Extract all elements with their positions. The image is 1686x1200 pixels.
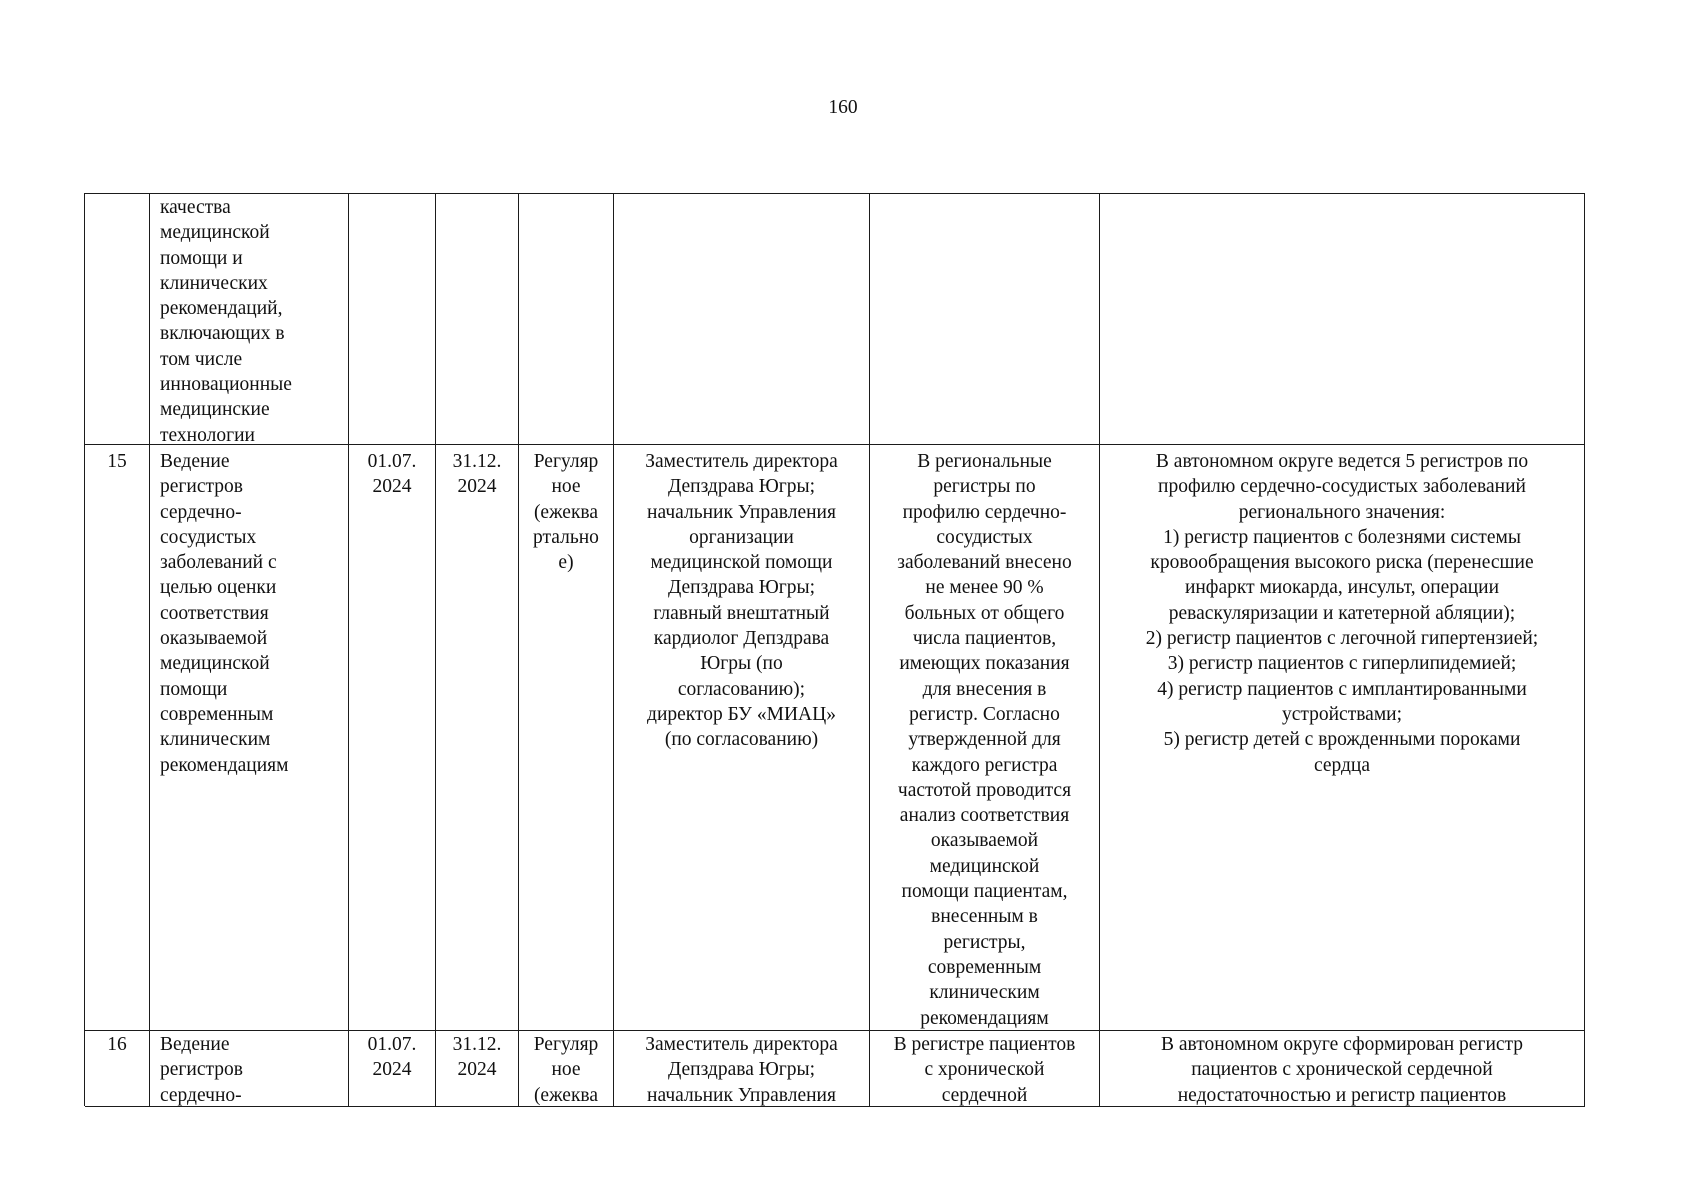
cell-row3-end-date [436,1031,519,1107]
cell-row3-activity-name [150,1031,349,1107]
cell-text-row2-activity-name: Ведение регистров сердечно- сосудистых заболеваний с целью оценки соответствия оказываемой медицинской помощи современным клиническим рекомендациям [160,451,289,776]
cell-text-row3-start-date: 01.07. 2024 [367,1034,417,1081]
cell-text-row2-description: В автономном округе ведется 5 регистров по профилю сердечно-сосудистых заболеваний регионального значения: 1) регистр пациентов с болезнями системы кровообращения высокого риска (перенесшие инфаркт миокарда, инсульт, операции реваскуляризации и катетерной абляции); 2) регистр пациентов с легочной гипертензией; 3) регистр пациентов с гиперлипидемией; 4) регистр пациентов с имплантированными устройствами; 5) регистр детей с врожденными пороками сердца [1145,451,1539,776]
cell-text-row1-expected-result [870,194,1099,195]
cell-row3-row-number [85,1031,150,1107]
cell-text-row3-frequency: Регуляр ное (ежеква [533,1034,599,1106]
cell-row1-responsible [614,194,870,445]
cell-text-row3-expected-result: В регистре пациентов с хронической сердечной [893,1034,1076,1106]
cell-text-row3-end-date: 31.12. 2024 [452,1034,502,1081]
cell-text-row2-frequency: Регуляр ное (ежеква ртально е) [533,451,599,574]
cell-text-row1-end-date [436,194,518,195]
plan-table [84,193,1585,1106]
cell-row2-responsible [614,445,870,1031]
cell-row1-frequency [519,194,614,445]
cell-row1-end-date [436,194,519,445]
cell-text-row2-row-number: 15 [107,451,127,472]
cell-row2-start-date [349,445,436,1031]
cell-row2-row-number [85,445,150,1031]
cell-row3-expected-result [870,1031,1100,1107]
cell-text-row1-row-number [85,194,149,195]
cell-text-row1-start-date [349,194,435,195]
cell-text-row1-responsible [614,194,869,195]
cell-row3-start-date [349,1031,436,1107]
cell-text-row3-row-number: 16 [107,1034,127,1055]
cell-row2-end-date [436,445,519,1031]
cell-text-row2-responsible: Заместитель директора Депздрава Югры; начальник Управления организации медицинской помощи Депздрава Югры; главный внештатный кардиолог Депздрава Югры (по согласованию); директор БУ «МИАЦ» (по согласованию) [645,451,838,751]
cell-row2-description [1100,445,1585,1031]
cell-row3-responsible [614,1031,870,1107]
cell-row1-activity-name [150,194,349,445]
cell-text-row3-responsible: Заместитель директора Депздрава Югры; начальник Управления [645,1034,838,1106]
cell-row2-expected-result [870,445,1100,1031]
cell-row2-activity-name [150,445,349,1031]
cell-text-row1-frequency [519,194,613,195]
cell-text-row2-end-date: 31.12. 2024 [452,451,502,498]
cell-row1-description [1100,194,1585,445]
cell-row1-row-number [85,194,150,445]
cell-row2-frequency [519,445,614,1031]
cell-text-row1-activity-name: качества медицинской помощи и клинических рекомендаций, включающих в том числе инновационные медицинские технологии [160,197,292,445]
cell-text-row2-start-date: 01.07. 2024 [367,451,417,498]
page-number: 160 [828,97,858,118]
cell-text-row2-expected-result: В региональные регистры по профилю сердечно- сосудистых заболеваний внесено не менее 90 % больных от общего числа пациентов, имеющих показания для внесения в регистр. Согласно утвержденной для каждого регистра частотой проводится анализ соответствия оказываемой медицинской помощи пациентам, внесенным в регистры, современным клиническим рекомендациям [897,451,1072,1029]
cell-row3-frequency [519,1031,614,1107]
cell-text-row3-activity-name: Ведение регистров сердечно- [160,1034,243,1106]
cell-text-row1-description [1100,194,1584,195]
cell-text-row3-description: В автономном округе сформирован регистр пациентов с хронической сердечной недостаточностью и регистр пациентов [1160,1034,1524,1106]
cell-row1-expected-result [870,194,1100,445]
cell-row3-description [1100,1031,1585,1107]
cell-row1-start-date [349,194,436,445]
